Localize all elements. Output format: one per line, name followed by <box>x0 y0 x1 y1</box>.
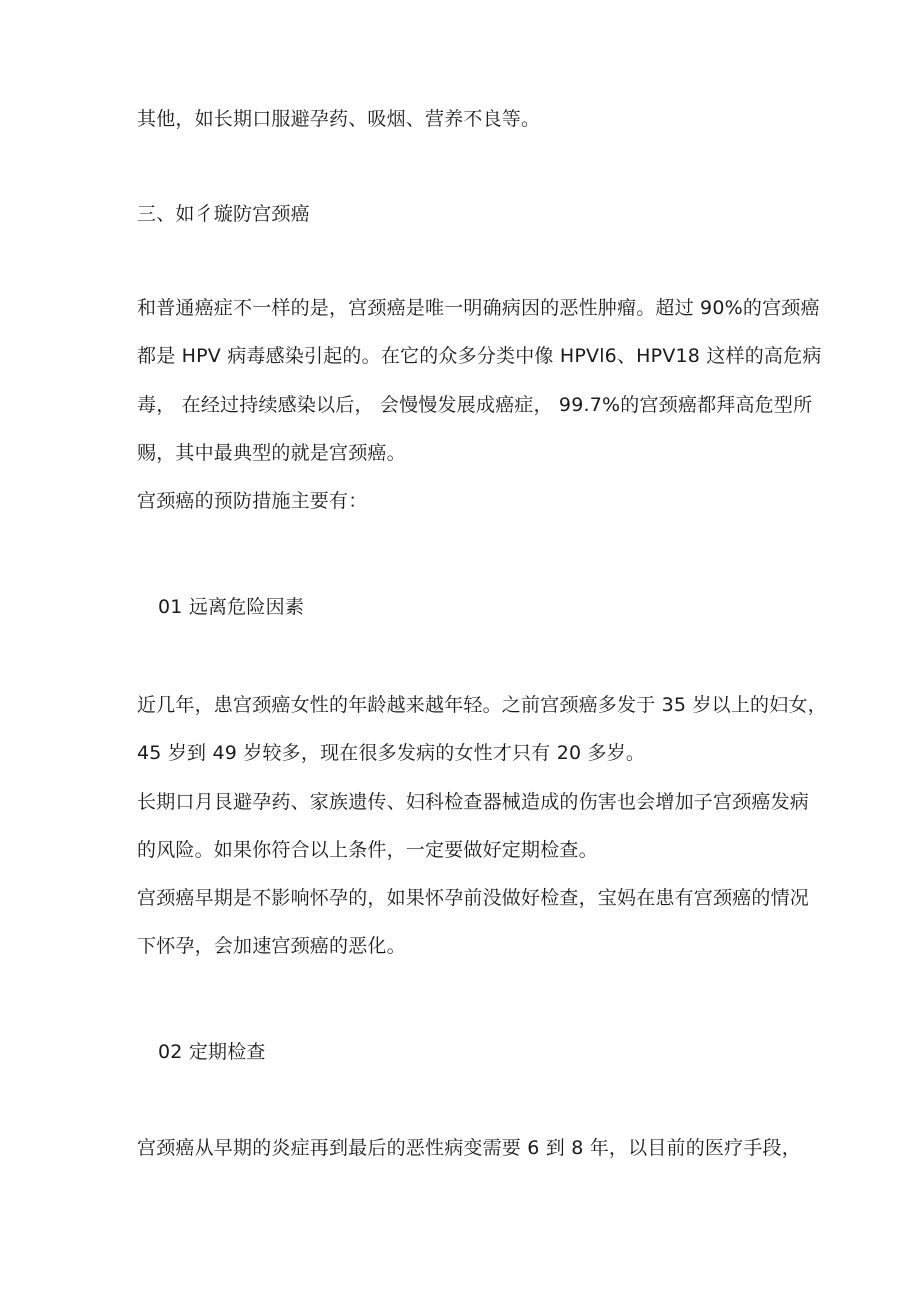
heading-prevention: 三、如彳璇防宫颈癌 <box>137 203 310 225</box>
section-01-line: 长期口月艮避孕药、家族遗传、妇科检查器械造成的伤害也会增加子宫颈癌发病 <box>137 791 810 813</box>
paragraph-intro-line: 和普通癌症不一样的是，宫颈癌是唯一明确病因的恶性肿瘤。超过 90%的宫颈癌 <box>137 297 820 319</box>
section-01-line: 宫颈癌早期是不影响怀孕的，如果怀孕前没做好检查，宝妈在患有宫颈癌的情况 <box>137 887 810 909</box>
paragraph-intro-line: 赐，其中最典型的就是宫颈癌。 <box>137 442 406 464</box>
section-01-line: 的风险。如果你符合以上条件，一定要做好定期检查。 <box>137 839 598 861</box>
paragraph-intro-line: 毒， 在经过持续感染以后， 会慢慢发展成癌症， 99.7%的宫颈癌都拜高危型所 <box>137 394 813 416</box>
paragraph-measures: 宫颈癌的预防措施主要有： <box>137 490 368 512</box>
section-01-title: 01 远离危险因素 <box>158 596 305 618</box>
paragraph-intro-line: 都是 HPV 病毒感染引起的。在它的众多分类中像 HPVl6、HPV18 这样的高危病 <box>137 345 822 367</box>
paragraph-other-factors: 其他，如长期口服避孕药、吸烟、营养不良等。 <box>137 108 541 130</box>
section-02-line: 宫颈癌从早期的炎症再到最后的恶性病变需要 6 到 8 年，以目前的医疗手段， <box>137 1137 801 1159</box>
section-01-line: 近几年，患宫颈癌女性的年龄越来越年轻。之前宫颈癌多发于 35 岁以上的妇女， <box>137 694 827 716</box>
section-01-line: 45 岁到 49 岁较多，现在很多发病的女性才只有 20 多岁。 <box>137 742 646 764</box>
section-02-title: 02 定期检查 <box>158 1041 266 1063</box>
section-01-line: 下怀孕，会加速宫颈癌的恶化。 <box>137 935 406 957</box>
